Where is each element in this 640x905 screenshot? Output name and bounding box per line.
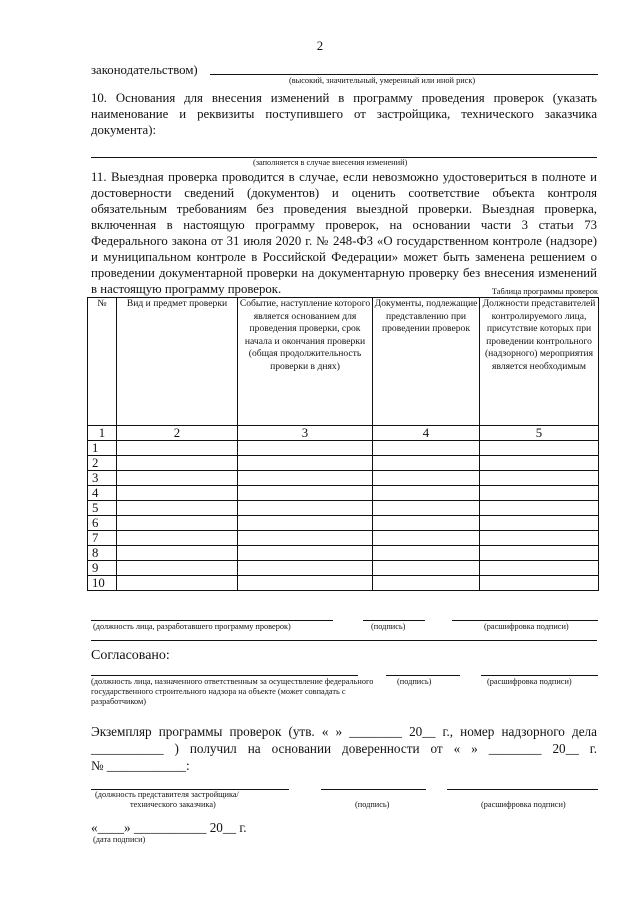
row-number: 4 bbox=[88, 486, 117, 501]
approval-decoding-caption: (расшифровка подписи) bbox=[487, 677, 572, 686]
table-cell[interactable] bbox=[117, 561, 238, 576]
table-cell[interactable] bbox=[373, 546, 480, 561]
signature-date-line: «____» ___________ 20__ г. bbox=[91, 820, 247, 835]
table-cell[interactable] bbox=[238, 501, 373, 516]
risk-caption: (высокий, значительный, умеренный или иной риск) bbox=[289, 76, 476, 85]
table-cell[interactable] bbox=[238, 441, 373, 456]
item-10-caption: (заполняется в случае внесения изменений) bbox=[253, 158, 408, 167]
table-row bbox=[88, 441, 599, 456]
item-10-text: 10. Основания для внесения изменений в программу проведения проверок (указать наименование и реквизиты поступившего от застройщика, технического заказчика документа): bbox=[91, 91, 597, 137]
developer-signature-caption: (подпись) bbox=[371, 622, 406, 631]
table-cell[interactable] bbox=[238, 456, 373, 471]
approval-position-line bbox=[91, 675, 358, 676]
developer-position-caption: (должность лица, разработавшего программу проверок) bbox=[93, 622, 291, 631]
table-cell[interactable] bbox=[480, 441, 599, 456]
table-caption: Таблица программы проверок bbox=[491, 287, 598, 296]
table-cell[interactable] bbox=[238, 516, 373, 531]
table-cell[interactable] bbox=[373, 501, 480, 516]
developer-position-line bbox=[91, 620, 333, 621]
representative-decoding-line bbox=[447, 789, 598, 790]
approval-title: Согласовано: bbox=[91, 648, 170, 663]
table-cell[interactable] bbox=[238, 486, 373, 501]
header-documents: Документы, подлежащие представлению при проведении проверок bbox=[373, 298, 480, 426]
table-cell[interactable] bbox=[480, 531, 599, 546]
row-number: 3 bbox=[88, 471, 117, 486]
receipt-line-1: Экземпляр программы проверок (утв. « » ________ 20__ г., номер надзорного дела bbox=[91, 724, 597, 739]
table-cell[interactable] bbox=[117, 531, 238, 546]
column-number-2: 2 bbox=[117, 426, 238, 441]
table-cell[interactable] bbox=[480, 471, 599, 486]
table-row bbox=[88, 516, 599, 531]
table-cell[interactable] bbox=[117, 501, 238, 516]
table-cell[interactable] bbox=[480, 501, 599, 516]
risk-label: законодательством) bbox=[91, 63, 198, 77]
table-cell[interactable] bbox=[117, 576, 238, 591]
column-number-4: 4 bbox=[373, 426, 480, 441]
table-cell[interactable] bbox=[373, 516, 480, 531]
row-number: 9 bbox=[88, 561, 117, 576]
column-number-5: 5 bbox=[480, 426, 599, 441]
receipt-line-3: № ____________: bbox=[91, 758, 190, 773]
table-cell[interactable] bbox=[117, 546, 238, 561]
row-number: 2 bbox=[88, 456, 117, 471]
developer-decoding-line bbox=[452, 620, 598, 621]
table-row bbox=[88, 576, 599, 591]
row-number: 1 bbox=[88, 441, 117, 456]
developer-signature-line bbox=[363, 620, 425, 621]
table-cell[interactable] bbox=[373, 471, 480, 486]
approval-decoding-line bbox=[481, 675, 598, 676]
table-cell[interactable] bbox=[238, 561, 373, 576]
page-number: 2 bbox=[316, 39, 324, 53]
signature-date-caption: (дата подписи) bbox=[93, 835, 146, 844]
table-cell[interactable] bbox=[117, 486, 238, 501]
table-cell[interactable] bbox=[117, 471, 238, 486]
table-row bbox=[88, 546, 599, 561]
table-row bbox=[88, 561, 599, 576]
header-positions: Должности представителей контролируемого лица, присутствие которых при проведении контрольного (надзорного) мероприятия является необходимым bbox=[480, 298, 599, 426]
table-cell[interactable] bbox=[373, 456, 480, 471]
representative-signature-caption: (подпись) bbox=[355, 800, 390, 809]
table-cell[interactable] bbox=[117, 456, 238, 471]
representative-position-caption-2: технического заказчика) bbox=[130, 800, 216, 809]
table-cell[interactable] bbox=[480, 456, 599, 471]
table-cell[interactable] bbox=[480, 486, 599, 501]
approval-signature-line bbox=[386, 675, 460, 676]
table-cell[interactable] bbox=[480, 516, 599, 531]
table-row bbox=[88, 531, 599, 546]
representative-signature-line bbox=[321, 789, 426, 790]
table-cell[interactable] bbox=[373, 561, 480, 576]
table-cell[interactable] bbox=[373, 441, 480, 456]
receipt-line-2: ___________ ) получил на основании доверенности от « » ________ 20__ г. bbox=[91, 741, 597, 756]
header-event: Событие, наступление которого является основанием для проведения проверки, срок начала и окончания проверки (общая продолжительность проверки в днях) bbox=[238, 298, 373, 426]
column-number-3: 3 bbox=[238, 426, 373, 441]
table-row bbox=[88, 471, 599, 486]
row-number: 5 bbox=[88, 501, 117, 516]
table-cell[interactable] bbox=[480, 576, 599, 591]
table-cell[interactable] bbox=[238, 576, 373, 591]
table-cell[interactable] bbox=[480, 561, 599, 576]
inspection-program-table bbox=[87, 297, 599, 591]
table-row bbox=[88, 501, 599, 516]
table-row bbox=[88, 486, 599, 501]
table-cell[interactable] bbox=[480, 546, 599, 561]
table-cell[interactable] bbox=[373, 486, 480, 501]
approval-signature-caption: (подпись) bbox=[397, 677, 432, 686]
table-cell[interactable] bbox=[238, 531, 373, 546]
developer-decoding-caption: (расшифровка подписи) bbox=[484, 622, 569, 631]
table-cell[interactable] bbox=[373, 531, 480, 546]
table-cell[interactable] bbox=[238, 471, 373, 486]
item-11-text: 11. Выездная проверка проводится в случае, если невозможно удостовериться в полноте и достоверности сведений (документов) и оценить соответствие объекта контроля обязательным требованиям без проведения выездной проверки. Выездная проверка, включенная в настоящую программу проверок, на основании части 3 статьи 73 Федерального закона от 31 июля 2020 г. № 248-ФЗ «О государственном контроле (надзоре) и муниципальном контроле в Российской Федерации» может быть заменена решением о проведении документарной проверки на документарную проверку без внесения изменений в настоящую программу проверок. bbox=[91, 170, 597, 296]
column-number-1: 1 bbox=[88, 426, 117, 441]
risk-fill-line bbox=[210, 74, 598, 75]
header-number: № bbox=[88, 298, 117, 426]
table-cell[interactable] bbox=[238, 546, 373, 561]
row-number: 8 bbox=[88, 546, 117, 561]
row-number: 10 bbox=[88, 576, 117, 591]
approval-position-caption: (должность лица, назначенного ответственным за осуществление федерального государственного строительного надзора на объекте (может совпадать с разработчиком) bbox=[91, 677, 374, 706]
representative-position-caption-1: (должность представителя застройщика/ bbox=[95, 790, 239, 799]
table-row bbox=[88, 456, 599, 471]
row-number: 6 bbox=[88, 516, 117, 531]
table-cell[interactable] bbox=[373, 576, 480, 591]
separator-line bbox=[91, 640, 597, 641]
header-type: Вид и предмет проверки bbox=[117, 298, 238, 426]
row-number: 7 bbox=[88, 531, 117, 546]
table-cell[interactable] bbox=[117, 516, 238, 531]
table-cell[interactable] bbox=[117, 441, 238, 456]
representative-decoding-caption: (расшифровка подписи) bbox=[481, 800, 566, 809]
